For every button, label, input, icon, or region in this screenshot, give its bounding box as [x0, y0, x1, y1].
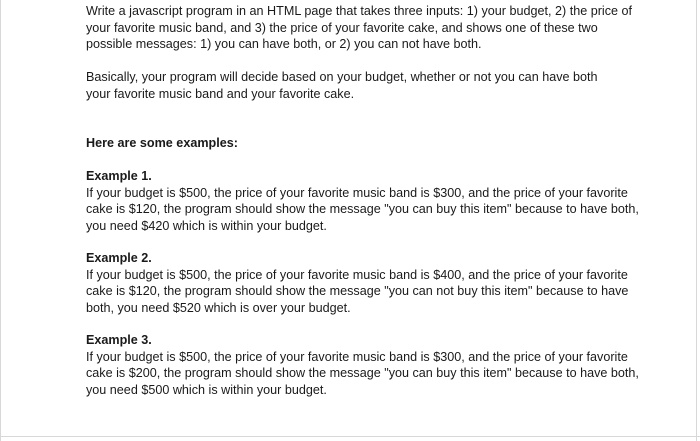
example-text: If your budget is $500, the price of your favorite music band is $300, and the price of your favorite cake is $200, the program should show the message "you can buy this item" because to have both, you need $500 which is within your budget.	[86, 349, 639, 397]
summary-paragraph: Basically, your program will decide based on your budget, whether or not you can have both your favorite music band and your favorite cake.	[86, 70, 598, 101]
example-text: If your budget is $500, the price of your favorite music band is $400, and the price of your favorite cake is $120, the program should show the message "you can not buy this item" because to have both, you need $520 which is over your budget.	[86, 267, 629, 315]
left-border	[0, 0, 1, 441]
bottom-border	[0, 436, 700, 437]
right-border	[696, 0, 697, 441]
intro-paragraph: Write a javascript program in an HTML page that takes three inputs: 1) your budget, 2) the price of your favorite music band, and 3) the price of your favorite cake, and shows one of these two possible messages: 1) you can have both, or 2) you can not have both.	[86, 4, 633, 51]
example-title: Example 2.	[86, 251, 152, 265]
example-title: Example 3.	[86, 333, 152, 347]
example-block	[86, 332, 641, 398]
example-title: Example 1.	[86, 169, 152, 183]
example-block	[86, 168, 641, 234]
example-block	[86, 250, 641, 316]
examples-heading: Here are some examples:	[86, 136, 238, 150]
example-text: If your budget is $500, the price of your favorite music band is $300, and the price of your favorite cake is $120, the program should show the message "you can buy this item" because to have both, you need $420 which is within your budget.	[86, 185, 639, 233]
